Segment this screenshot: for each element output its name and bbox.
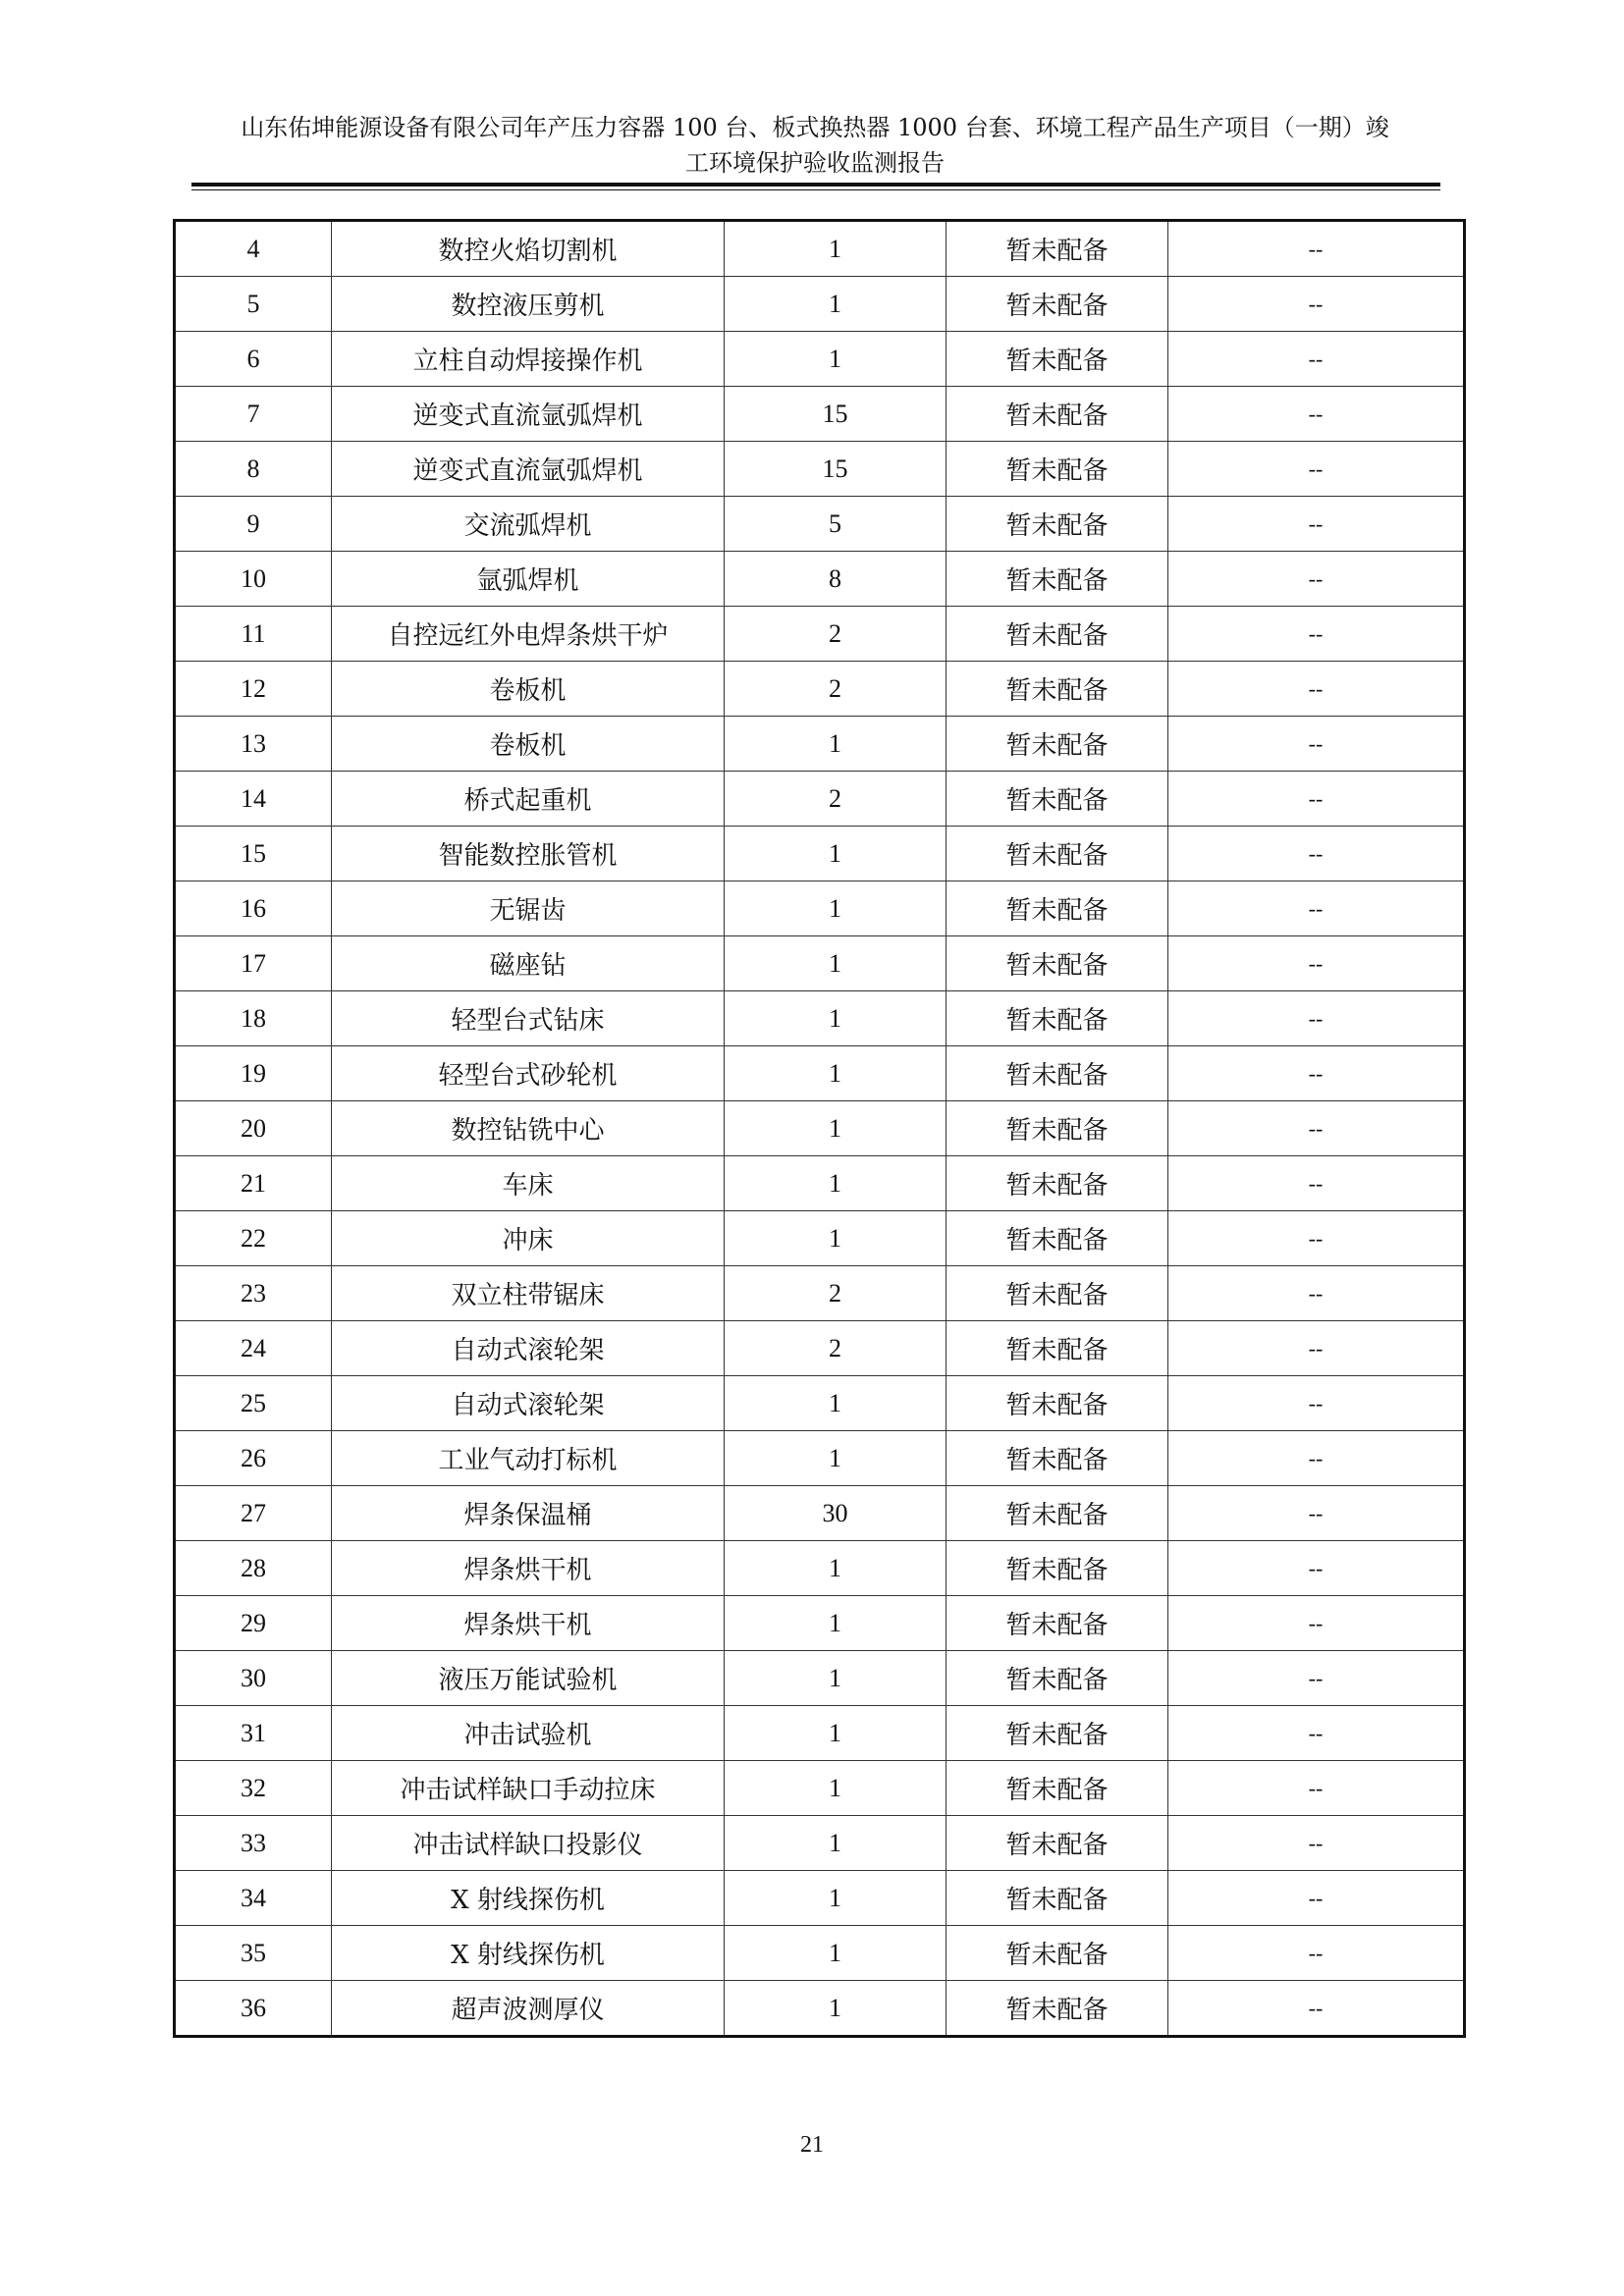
table-row [175,1046,1465,1101]
row-number-cell: 5 [175,277,332,332]
quantity-cell: 1 [725,827,947,881]
row-number-cell: 7 [175,387,332,442]
header-rule-thick [191,183,1440,187]
quantity-cell: 1 [725,1156,947,1211]
row-number-cell: 27 [175,1486,332,1541]
quantity-cell: 15 [725,387,947,442]
table-row [175,772,1465,827]
row-number-cell: 6 [175,332,332,387]
quantity-cell: 1 [725,277,947,332]
row-number-cell: 32 [175,1761,332,1816]
quantity-cell: 1 [725,991,947,1046]
row-number-cell: 33 [175,1816,332,1871]
row-number-cell: 11 [175,607,332,662]
table-row [175,1871,1465,1926]
row-number-cell: 18 [175,991,332,1046]
status-cell: 暂未配备 [947,881,1168,936]
status-cell: 暂未配备 [947,936,1168,991]
table-row [175,497,1465,552]
status-cell: 暂未配备 [947,607,1168,662]
row-number-cell: 24 [175,1321,332,1376]
equipment-name-cell: 双立柱带锯床 [332,1266,725,1321]
equipment-name-cell: 焊条烘干机 [332,1541,725,1596]
table-row [175,1486,1465,1541]
table-row [175,827,1465,881]
quantity-cell: 2 [725,607,947,662]
row-number-cell: 22 [175,1211,332,1266]
equipment-name-cell: 焊条烘干机 [332,1596,725,1651]
equipment-name-cell: 逆变式直流氩弧焊机 [332,387,725,442]
quantity-cell: 1 [725,1926,947,1981]
table-row [175,936,1465,991]
remark-cell: -- [1168,1431,1465,1486]
table-row [175,1926,1465,1981]
quantity-cell: 1 [725,1871,947,1926]
quantity-cell: 15 [725,442,947,497]
equipment-name-cell: 数控钻铣中心 [332,1101,725,1156]
status-cell: 暂未配备 [947,1211,1168,1266]
equipment-name-cell: 冲击试验机 [332,1706,725,1761]
row-number-cell: 29 [175,1596,332,1651]
quantity-cell: 1 [725,1816,947,1871]
status-cell: 暂未配备 [947,552,1168,607]
remark-cell: -- [1168,717,1465,772]
table-row [175,1596,1465,1651]
remark-cell: -- [1168,881,1465,936]
equipment-name-cell: 轻型台式钻床 [332,991,725,1046]
status-cell: 暂未配备 [947,1706,1168,1761]
row-number-cell: 26 [175,1431,332,1486]
row-number-cell: 35 [175,1926,332,1981]
quantity-cell: 1 [725,936,947,991]
table-row [175,1321,1465,1376]
equipment-name-cell: 自控远红外电焊条烘干炉 [332,607,725,662]
row-number-cell: 8 [175,442,332,497]
remark-cell: -- [1168,1046,1465,1101]
page-number: 21 [800,2132,824,2158]
remark-cell: -- [1168,1266,1465,1321]
table-row [175,1156,1465,1211]
status-cell: 暂未配备 [947,1651,1168,1706]
remark-cell: -- [1168,936,1465,991]
quantity-cell: 1 [725,1706,947,1761]
quantity-cell: 1 [725,881,947,936]
table-row [175,717,1465,772]
equipment-name-cell: 液压万能试验机 [332,1651,725,1706]
quantity-cell: 5 [725,497,947,552]
status-cell: 暂未配备 [947,1266,1168,1321]
status-cell: 暂未配备 [947,1816,1168,1871]
equipment-name-cell: 自动式滚轮架 [332,1321,725,1376]
quantity-cell: 1 [725,1376,947,1431]
remark-cell: -- [1168,1541,1465,1596]
row-number-cell: 28 [175,1541,332,1596]
equipment-name-cell: 智能数控胀管机 [332,827,725,881]
equipment-table-body [175,221,1465,2037]
row-number-cell: 10 [175,552,332,607]
equipment-name-cell: 无锯齿 [332,881,725,936]
remark-cell: -- [1168,277,1465,332]
row-number-cell: 14 [175,772,332,827]
status-cell: 暂未配备 [947,717,1168,772]
row-number-cell: 20 [175,1101,332,1156]
header-rule-thin [191,189,1440,190]
table-row [175,332,1465,387]
row-number-cell: 25 [175,1376,332,1431]
table-row [175,881,1465,936]
status-cell: 暂未配备 [947,662,1168,717]
remark-cell: -- [1168,552,1465,607]
remark-cell: -- [1168,1376,1465,1431]
remark-cell: -- [1168,1321,1465,1376]
remark-cell: -- [1168,991,1465,1046]
remark-cell: -- [1168,1981,1465,2037]
quantity-cell: 1 [725,1651,947,1706]
quantity-cell: 8 [725,552,947,607]
status-cell: 暂未配备 [947,827,1168,881]
table-row [175,1981,1465,2037]
quantity-cell: 2 [725,662,947,717]
remark-cell: -- [1168,1871,1465,1926]
status-cell: 暂未配备 [947,1156,1168,1211]
quantity-cell: 1 [725,1046,947,1101]
quantity-cell: 1 [725,1431,947,1486]
equipment-name-cell: 卷板机 [332,717,725,772]
table-row [175,662,1465,717]
table-row [175,442,1465,497]
row-number-cell: 31 [175,1706,332,1761]
remark-cell: -- [1168,442,1465,497]
table-row [175,1651,1465,1706]
equipment-name-cell: X 射线探伤机 [332,1871,725,1926]
header-title-line-2: 工环境保护验收监测报告 [685,149,945,177]
equipment-name-cell: 冲击试样缺口手动拉床 [332,1761,725,1816]
equipment-name-cell: 冲击试样缺口投影仪 [332,1816,725,1871]
quantity-cell: 2 [725,1321,947,1376]
header-title-line-1: 山东佑坤能源设备有限公司年产压力容器 100 台、板式换热器 1000 台套、环境工程产品生产项目（一期）竣 [241,114,1389,141]
status-cell: 暂未配备 [947,1871,1168,1926]
remark-cell: -- [1168,1486,1465,1541]
table-row [175,1266,1465,1321]
remark-cell: -- [1168,1926,1465,1981]
equipment-name-cell: 卷板机 [332,662,725,717]
equipment-name-cell: 轻型台式砂轮机 [332,1046,725,1101]
row-number-cell: 9 [175,497,332,552]
status-cell: 暂未配备 [947,1321,1168,1376]
remark-cell: -- [1168,1651,1465,1706]
status-cell: 暂未配备 [947,1596,1168,1651]
remark-cell: -- [1168,1156,1465,1211]
remark-cell: -- [1168,387,1465,442]
status-cell: 暂未配备 [947,1486,1168,1541]
table-row [175,1376,1465,1431]
equipment-name-cell: 逆变式直流氩弧焊机 [332,442,725,497]
status-cell: 暂未配备 [947,1376,1168,1431]
status-cell: 暂未配备 [947,221,1168,277]
equipment-name-cell: 桥式起重机 [332,772,725,827]
table-row [175,221,1465,277]
remark-cell: -- [1168,1761,1465,1816]
table-row [175,552,1465,607]
row-number-cell: 17 [175,936,332,991]
equipment-name-cell: 工业气动打标机 [332,1431,725,1486]
status-cell: 暂未配备 [947,497,1168,552]
status-cell: 暂未配备 [947,387,1168,442]
equipment-name-cell: 磁座钻 [332,936,725,991]
row-number-cell: 36 [175,1981,332,2037]
quantity-cell: 2 [725,1266,947,1321]
quantity-cell: 1 [725,717,947,772]
status-cell: 暂未配备 [947,1101,1168,1156]
quantity-cell: 1 [725,332,947,387]
row-number-cell: 23 [175,1266,332,1321]
quantity-cell: 2 [725,772,947,827]
equipment-name-cell: X 射线探伤机 [332,1926,725,1981]
status-cell: 暂未配备 [947,1761,1168,1816]
remark-cell: -- [1168,332,1465,387]
table-row [175,991,1465,1046]
status-cell: 暂未配备 [947,442,1168,497]
remark-cell: -- [1168,1101,1465,1156]
equipment-name-cell: 焊条保温桶 [332,1486,725,1541]
quantity-cell: 1 [725,1101,947,1156]
table-row [175,1706,1465,1761]
page-header [191,110,1438,181]
row-number-cell: 16 [175,881,332,936]
equipment-name-cell: 氩弧焊机 [332,552,725,607]
quantity-cell: 1 [725,1761,947,1816]
remark-cell: -- [1168,1596,1465,1651]
table-row [175,1431,1465,1486]
equipment-name-cell: 数控液压剪机 [332,277,725,332]
status-cell: 暂未配备 [947,1541,1168,1596]
status-cell: 暂未配备 [947,1046,1168,1101]
equipment-name-cell: 超声波测厚仪 [332,1981,725,2037]
equipment-name-cell: 冲床 [332,1211,725,1266]
row-number-cell: 12 [175,662,332,717]
table-row [175,1101,1465,1156]
equipment-table [173,219,1466,2038]
quantity-cell: 1 [725,1596,947,1651]
equipment-name-cell: 车床 [332,1156,725,1211]
quantity-cell: 1 [725,1981,947,2037]
status-cell: 暂未配备 [947,1431,1168,1486]
equipment-name-cell: 自动式滚轮架 [332,1376,725,1431]
remark-cell: -- [1168,772,1465,827]
status-cell: 暂未配备 [947,1926,1168,1981]
table-row [175,607,1465,662]
table-row [175,1816,1465,1871]
equipment-name-cell: 立柱自动焊接操作机 [332,332,725,387]
row-number-cell: 34 [175,1871,332,1926]
table-row [175,1211,1465,1266]
table-row [175,1541,1465,1596]
remark-cell: -- [1168,827,1465,881]
status-cell: 暂未配备 [947,332,1168,387]
row-number-cell: 30 [175,1651,332,1706]
remark-cell: -- [1168,1706,1465,1761]
status-cell: 暂未配备 [947,277,1168,332]
remark-cell: -- [1168,1211,1465,1266]
row-number-cell: 15 [175,827,332,881]
remark-cell: -- [1168,221,1465,277]
remark-cell: -- [1168,607,1465,662]
row-number-cell: 19 [175,1046,332,1101]
table-row [175,387,1465,442]
status-cell: 暂未配备 [947,1981,1168,2037]
equipment-name-cell: 交流弧焊机 [332,497,725,552]
remark-cell: -- [1168,1816,1465,1871]
remark-cell: -- [1168,662,1465,717]
status-cell: 暂未配备 [947,772,1168,827]
row-number-cell: 21 [175,1156,332,1211]
quantity-cell: 30 [725,1486,947,1541]
row-number-cell: 4 [175,221,332,277]
remark-cell: -- [1168,497,1465,552]
table-row [175,1761,1465,1816]
quantity-cell: 1 [725,1211,947,1266]
quantity-cell: 1 [725,221,947,277]
table-row [175,277,1465,332]
status-cell: 暂未配备 [947,991,1168,1046]
quantity-cell: 1 [725,1541,947,1596]
row-number-cell: 13 [175,717,332,772]
equipment-name-cell: 数控火焰切割机 [332,221,725,277]
